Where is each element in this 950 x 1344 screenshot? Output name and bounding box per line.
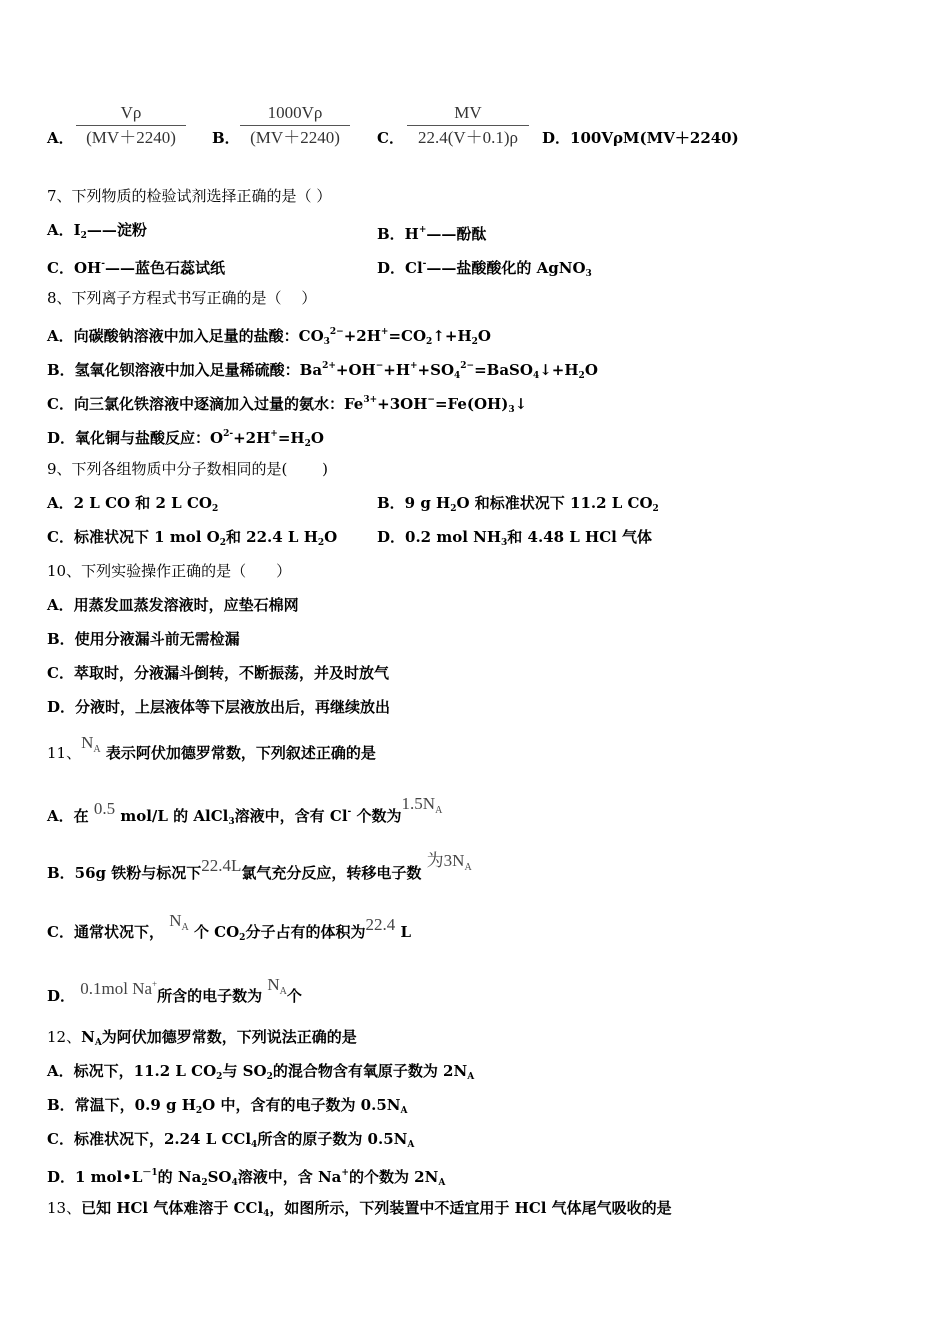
- q10-option-a: A．用蒸发皿蒸发溶液时，应垫石棉网: [47, 596, 299, 614]
- q9-option-c: C．标准状况下 1 mol $O_2$和 22.4 L $H_2O$: [47, 528, 338, 548]
- q7-option-a: A．$I_2——$淀粉: [47, 221, 147, 241]
- q11-stem: 11、$N^A$ 表示阿伏加德罗常数，下列叙述正确的是: [47, 733, 376, 762]
- q8-option-d: D．氧化铜与盐酸反应：$O^{2-}+2H^+=H_2O$: [47, 429, 324, 449]
- q12-stem: 12、$N_A$为阿伏加德罗常数，下列说法正确的是: [47, 1028, 357, 1048]
- q9-option-d: D．0.2 mol $NH_3$和 4.48 L HCl 气体: [377, 528, 653, 548]
- q10-option-c: C．萃取时，分液漏斗倒转，不断振荡，并及时放气: [47, 664, 389, 682]
- q11-option-d: D． 0.1mol Na+所含的电子数为 $N^A$个: [47, 975, 302, 1005]
- q6-option-c-label: C．: [377, 129, 404, 147]
- q9-stem: 9、下列各组物质中分子数相同的是( ): [47, 460, 329, 478]
- q9-option-a: A．2 L CO 和 2 L $CO_2$: [47, 494, 219, 514]
- q11-option-c: C．通常状况下， $N^A$ 个 $CO_2$分子占有的体积为22.4 L: [47, 911, 411, 943]
- q12-option-c: C．标准状况下，2.24 L CCl$_4$所含的原子数为 $0.5N_A$: [47, 1130, 415, 1150]
- fraction-numerator: MV: [454, 103, 482, 122]
- q10-option-b: B．使用分液漏斗前无需检漏: [47, 630, 240, 648]
- q8-option-a: A．向碳酸钠溶液中加入足量的盐酸：$CO_3^{2-}+2H^+=CO_2↑+H_2O$: [47, 327, 491, 347]
- q8-option-b: B．氢氧化钡溶液中加入足量稀硫酸：$Ba^{2+}+OH^-+H^++SO_4^{2-}=BaSO_4↓+H_2O$: [47, 361, 598, 381]
- q12-option-d: D．1 $mol•L^{-1}$的 $Na_2SO_4$溶液中，含 Na+的个数为 $2N_A$: [47, 1168, 446, 1188]
- q7-option-d: D．Cl-——盐酸酸化的 AgNO$_3$: [377, 259, 592, 279]
- fraction-numerator: Vρ: [120, 103, 142, 122]
- fraction-bar: [240, 125, 350, 126]
- q10-option-d: D．分液时，上层液体等下层液放出后，再继续放出: [47, 698, 391, 716]
- q13-stem: 13、已知 HCl 气体难溶于 CCl$_4$，如图所示，下列装置中不适宜用于 HCl 气体尾气吸收的是: [47, 1199, 672, 1219]
- fraction-bar: [407, 125, 529, 126]
- q6-option-c-fraction: [407, 103, 529, 148]
- q6-option-b-fraction: [240, 103, 350, 148]
- q11-option-a: A．在 0.5 mol/L 的 AlCl$_3$溶液中，含有 Cl- 个数为$1.5N^A$: [47, 794, 443, 827]
- q11-option-b: B．56g 铁粉与标况下22.4L氯气充分反应，转移电子数 为$3N^A$: [47, 851, 472, 882]
- fraction-denominator: (MV＋2240): [86, 128, 176, 147]
- q12-option-b: B．常温下，0.9 g $H_2O$ 中，含有的电子数为 $0.5N_A$: [47, 1096, 408, 1116]
- q6-option-b-label: B．: [212, 129, 240, 147]
- q7-stem: 7、下列物质的检验试剂选择正确的是（ ）: [47, 187, 332, 205]
- q6-option-a-fraction: [76, 103, 186, 148]
- fraction-numerator: 1000Vρ: [267, 103, 323, 122]
- fraction-denominator: 22.4(V＋0.1)ρ: [417, 128, 519, 147]
- q6-option-a-label: A．: [47, 129, 74, 147]
- q12-option-a: A．标况下，11.2 L $CO_2$与 $SO_2$的混合物含有氧原子数为 $2N_A$: [47, 1062, 475, 1082]
- fraction-bar: [76, 125, 186, 126]
- q8-stem: 8、下列离子方程式书写正确的是（ ）: [47, 289, 317, 307]
- fraction-denominator: (MV＋2240): [250, 128, 340, 147]
- q7-option-b: B．H+——酚酞: [377, 225, 487, 243]
- q7-option-c: C．OH-——蓝色石蕊试纸: [47, 259, 225, 277]
- q8-option-c: C．向三氯化铁溶液中逐滴加入过量的氨水：$Fe^{3+}+3OH^-=Fe(OH)_3↓$: [47, 395, 528, 415]
- q10-stem: 10、下列实验操作正确的是（ ）: [47, 562, 292, 580]
- q9-option-b: B．9 g $H_2O$ 和标准状况下 11.2 L $CO_2$: [377, 494, 659, 514]
- q6-option-d: D．100VρM(MV＋2240): [542, 129, 739, 147]
